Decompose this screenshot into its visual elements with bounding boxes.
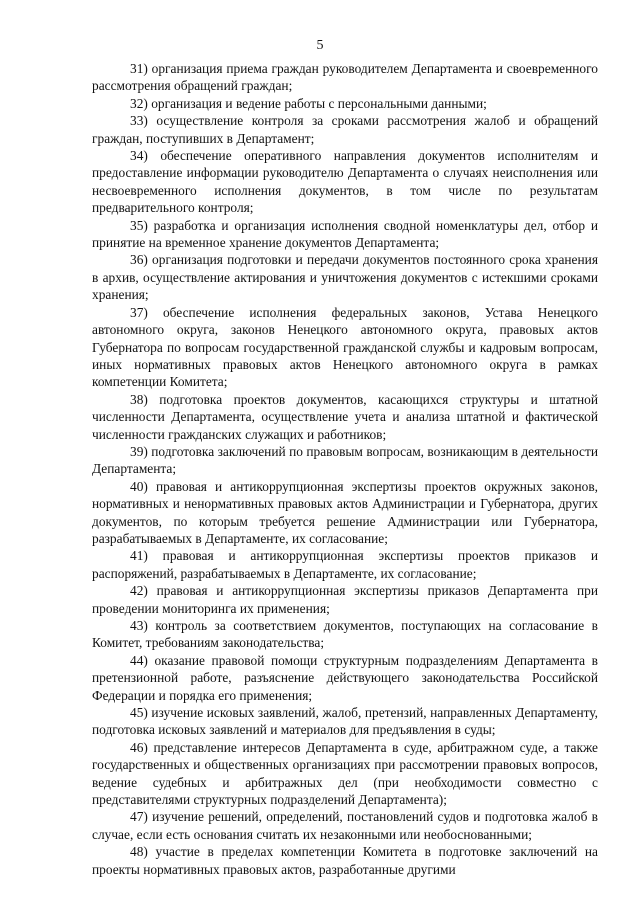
list-item-40: 40) правовая и антикоррупционная экспертизы проектов окружных законов, нормативных и ненормативных правовых актов Администрации и Губернатора, других документов, по которым требуется решение Администрации или Губернатора, разрабатываемых в Департаменте, их согласование;	[92, 478, 598, 546]
list-item-38: 38) подготовка проектов документов, касающихся структуры и штатной численности Департамента, осуществление учета и анализа штатной и фактической численности гражданских служащих и работников;	[92, 391, 598, 442]
list-item-39: 39) подготовка заключений по правовым вопросам, возникающим в деятельности Департамента;	[92, 443, 598, 477]
list-item-46: 46) представление интересов Департамента в суде, арбитражном суде, а также государственных и общественных организациях при рассмотрении правовых вопросов, ведение судебных и арбитражных дел (при необходимости совместно с представителями структурных подразделений Департамента);	[92, 739, 598, 808]
list-item-31: 31) организация приема граждан руководителем Департамента и своевременного рассмотрения обращений граждан;	[92, 61, 598, 94]
list-item-42: 42) правовая и антикоррупционная экспертизы приказов Департамента при проведении мониторинга их применения;	[92, 583, 598, 616]
list-item-43: 43) контроль за соответствием документов, поступающих на согласование в Комитет, требованиям законодательства;	[92, 618, 598, 651]
list-item-37: 37) обеспечение исполнения федеральных законов, Устава Ненецкого автономного округа, законов Ненецкого автономного округа, правовых актов Губернатора по вопросам государственной гражданской службы и кадровым вопросам, иных нормативных правовых актов Ненецкого автономного округа в рамках компетенции Комитета;	[92, 304, 598, 390]
list-item-34: 34) обеспечение оперативного направления документов исполнителям и предоставление информации руководителю Департамента о случаях неисполнения или несвоевременного исполнения документов, в том числе по результатам предварительного контроля;	[92, 148, 598, 216]
list-item-41: 41) правовая и антикоррупционная экспертизы проектов приказов и распоряжений, разрабатываемых в Департаменте, их согласование;	[92, 548, 598, 581]
page-number: 5	[316, 38, 324, 53]
document-body	[92, 60, 598, 878]
list-item-47: 47) изучение решений, определений, постановлений судов и подготовка жалоб в случае, если есть основания считать их незаконными или необоснованными;	[92, 809, 598, 842]
list-item-48: 48) участие в пределах компетенции Комитета в подготовке заключений на проекты нормативных правовых актов, разработанные другими	[92, 844, 598, 877]
list-item-45: 45) изучение исковых заявлений, жалоб, претензий, направленных Департаменту, подготовка исковых заявлений и материалов для предъявления в суды;	[92, 705, 598, 738]
list-item-35: 35) разработка и организация исполнения сводной номенклатуры дел, отбор и принятие на временное хранение документов Департамента;	[92, 217, 598, 251]
list-item-36: 36) организация подготовки и передачи документов постоянного срока хранения в архив, осуществление актирования и уничтожения документов с истекшими сроками хранения;	[92, 252, 598, 303]
list-item-33: 33) осуществление контроля за сроками рассмотрения жалоб и обращений граждан, поступивших в Департамент;	[92, 113, 598, 146]
list-item-32: 32) организация и ведение работы с персональными данными;	[130, 95, 487, 111]
list-item-44: 44) оказание правовой помощи структурным подразделениям Департамента в претензионной работе, разъяснение действующего законодательства Российской Федерации и порядка его применения;	[92, 652, 598, 703]
